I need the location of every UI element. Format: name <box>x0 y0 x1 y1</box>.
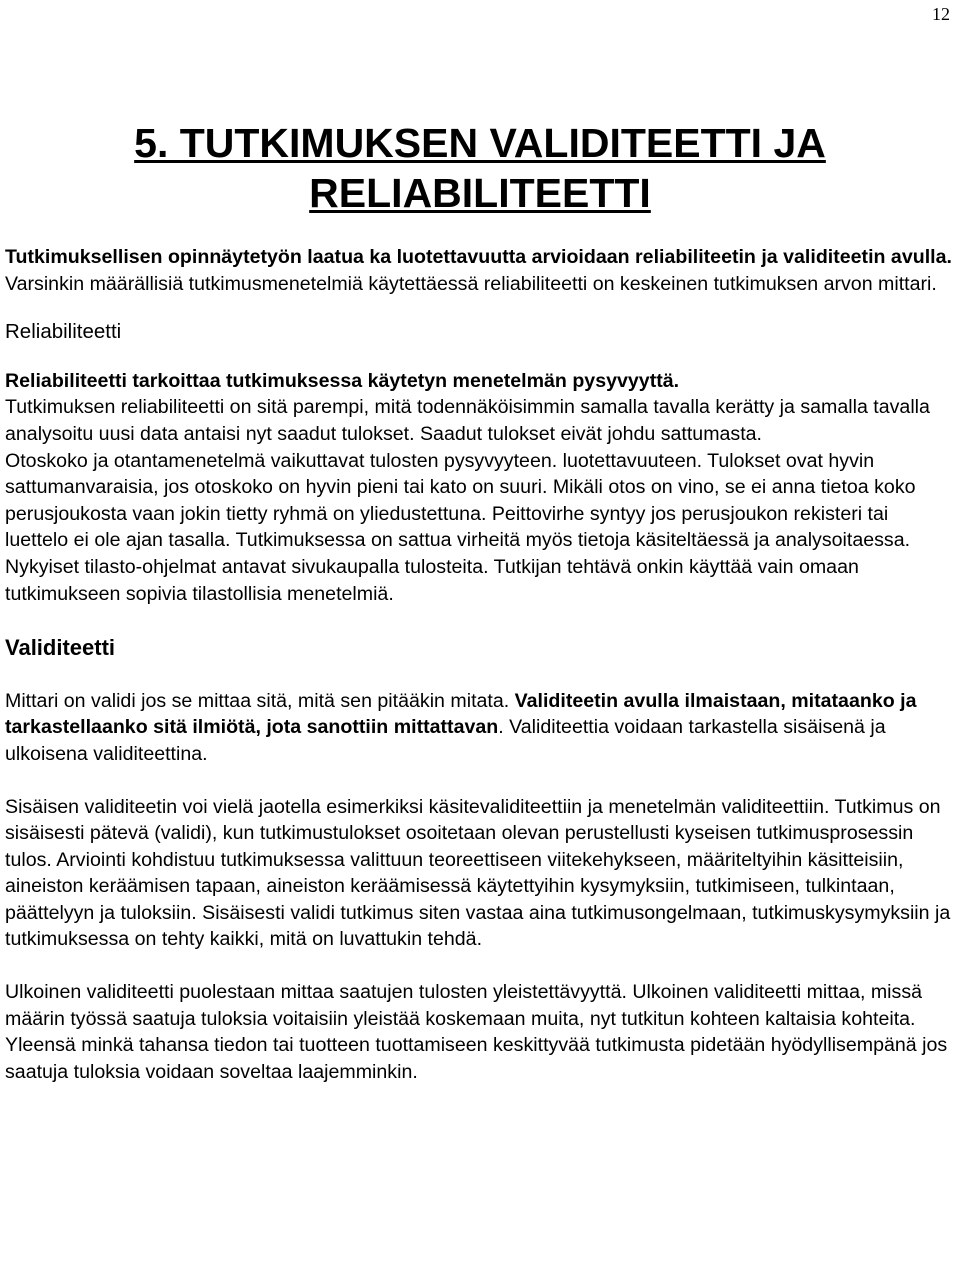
validity-text-start: Mittari on validi jos se mittaa sitä, mitä sen pitääkin mitata. <box>5 689 510 712</box>
reliability-text-1: Tutkimuksen reliabiliteetti on sitä parempi, mitä todennäköisimmin samalla tavalla kerätty ja samalla tavalla analysoitu uusi data antaisi nyt saadut tulokset. Saadut tulokset eivät johdu sattumasta. <box>5 396 930 445</box>
validity-paragraph-1 <box>5 688 955 768</box>
page-title-line-2: RELIABILITEETTI <box>309 170 651 216</box>
validity-paragraph-3: Ulkoinen validiteetti puolestaan mittaa saatujen tulosten yleistettävyyttä. Ulkoinen validiteetti mittaa, missä määrin työssä saatuja tuloksia voitaisiin yleistää koskemaan muita, nyt tutkitun kohteen kaltaisia kohteita. Yleensä minkä tahansa tiedon tai tuotteen tuottamiseen keskittyvää tutkimusta pidetään hyödyllisempänä jos saatuja tuloksia voidaan soveltaa laajemminkin. <box>5 981 948 1083</box>
intro-bold-text: Tutkimuksellisen opinnäytetyön laatua ka luotettavuutta arvioidaan reliabiliteetin ja validiteetin avulla. <box>5 246 952 268</box>
page-title <box>0 118 960 218</box>
reliability-heading: Reliabiliteetti <box>5 320 122 344</box>
validity-paragraph-2: Sisäisen validiteetin voi vielä jaotella esimerkiksi käsitevaliditeettiin ja menetelmän validiteettiin. Tutkimus on sisäisesti pätevä (validi), kun tutkimustulokset osoitetaan olevan perustellusti kyseisen tutkimusprosessin tulos. Arviointi kohdistuu tutkimuksessa valittuun teoreettiseen viitekehykseen, määriteltyihin käsitteisiin, aineiston keräämisen tapaan, aineiston keräämisessä käytettyihin kysymyksiin, tutkimiseen, tulkintaan, päättelyyn ja tuloksiin. Sisäisesti validi tutkimus siten vastaa aina tutkimusongelmaan, tutkimuskysymyksiin ja tutkimuksessa on tehty kaikki, mitä on luvattukin tehdä. <box>5 795 951 951</box>
reliability-paragraph-2: Otoskoko ja otantamenetelmä vaikuttavat tulosten pysyvyyteen. luotettavuuteen. Tulokset ovat hyvin sattumanvaraisia, jos otoskoko on hyvin pieni tai kato on suuri. Mikäli otos on vino, se ei anna tietoa koko perusjoukosta vaan jokin tietty ryhmä on yliedustettuna. Peittovirhe syntyy jos perusjoukon rekisteri tai luettelo ei ole ajan tasalla. Tutkimuksessa on sattua virheitä myös tietoja käsiteltäessä ja analysoitaessa. Nykyiset tilasto-ohjelmat antavat sivukaupalla tulosteita. Tutkijan tehtävä onkin käyttää vain omaan tutkimukseen sopivia tilastollisia menetelmiä. <box>5 449 916 605</box>
validity-bold-text: Validiteetin avulla ilmaistaan, mitataanko ja tarkastellaanko sitä ilmiötä, jota sanottiin mittattavan <box>5 689 917 739</box>
reliability-definition: Reliabiliteetti tarkoittaa tutkimuksessa käytetyn menetelmän pysyvyyttä. <box>5 369 680 392</box>
validity-text-end: . Validiteettia voidaan tarkastella sisäisenä ja ulkoisena validiteettina. <box>5 716 886 765</box>
validity-heading: Validiteetti <box>5 635 116 661</box>
page-title-line-1: 5. TUTKIMUKSEN VALIDITEETTI JA <box>134 120 826 166</box>
intro-paragraph <box>5 244 955 297</box>
reliability-paragraph-1 <box>5 368 955 448</box>
page-number: 12 <box>932 4 950 24</box>
intro-text: Varsinkin määrällisiä tutkimusmenetelmiä käytettäessä reliabiliteetti on keskeinen tutkimuksen arvon mittari. <box>5 272 937 295</box>
document-body <box>5 244 955 1085</box>
